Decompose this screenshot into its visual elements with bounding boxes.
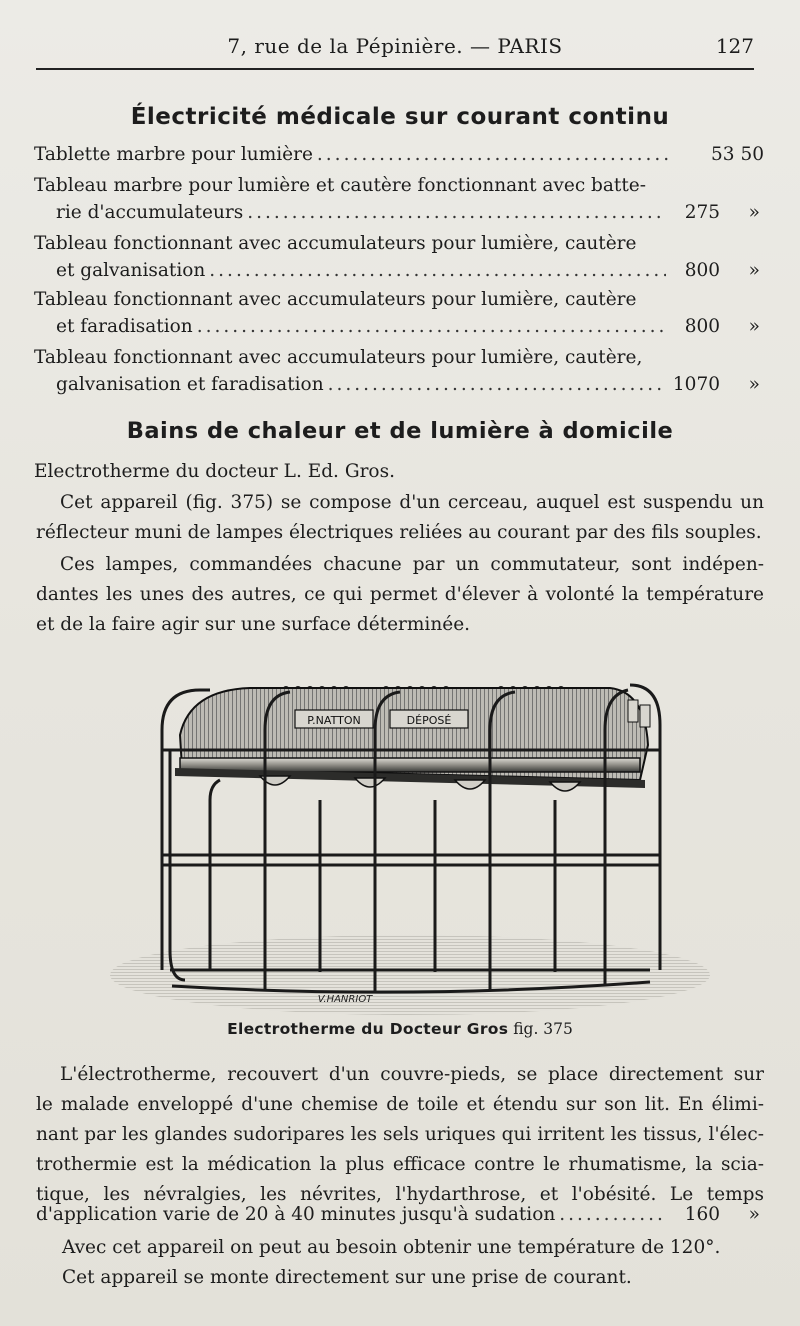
engraver-signature: V.HANRIOT [317, 994, 373, 1005]
entry-price: 53 50 [711, 144, 764, 165]
entry-first-line [34, 286, 764, 314]
entry-unit: » [748, 202, 760, 223]
text-line: Avec cet appareil on peut au besoin obtenir une température de 120°. [62, 1237, 721, 1258]
entry-price: 160 [684, 1204, 720, 1225]
figure-caption [0, 1020, 800, 1038]
entry-first-line [34, 344, 764, 372]
intro-text: Electrotherme du docteur L. Ed. Gros. [34, 461, 395, 482]
caption-fig-number: fig. 375 [513, 1020, 573, 1038]
paragraph-temperature [62, 1234, 764, 1262]
entry-label: et galvanisation [56, 260, 206, 281]
entry-first-line [34, 230, 764, 258]
paragraph-lamps [36, 550, 764, 640]
text-line: le malade enveloppé d'une chemise de toile et étendu sur son lit. En élimi- [36, 1094, 764, 1115]
entry-price: 275 [684, 202, 720, 223]
leader-dots [559, 1204, 666, 1225]
intro-line [34, 458, 764, 486]
text-line: Ces lampes, commandées chacune par un commutateur, sont indépen- [60, 554, 764, 575]
entry-label: d'application varie de 20 à 40 minutes jusqu'à sudation [36, 1204, 556, 1225]
price-entry [56, 202, 764, 230]
section-title-electricite: Électricité médicale sur courant continu [130, 104, 670, 130]
text-line: tique, les névralgies, les névrites, l'hydarthrose, et l'obésité. Le temps [36, 1184, 764, 1205]
leader-dots [328, 374, 666, 395]
text-line: Cet appareil se monte directement sur une prise de courant. [62, 1267, 632, 1288]
paragraph-usage [36, 1060, 764, 1210]
leader-dots [209, 260, 666, 281]
entry-unit: » [748, 316, 760, 337]
entry-first-line [34, 172, 764, 200]
page-header [36, 30, 754, 70]
price-entry [56, 374, 764, 402]
entry-label: Tablette marbre pour lumière [34, 144, 313, 165]
entry-label: Tableau fonctionnant avec accumulateurs pour lumière, cautère, [34, 347, 643, 368]
section-title-bains: Bains de chaleur et de lumière à domicile [126, 418, 674, 444]
text-line: trothermie est la médication la plus efficace contre le rhumatisme, la scia- [36, 1154, 764, 1175]
text-line: réflecteur muni de lampes électriques reliées au courant par des fils souples. [36, 522, 762, 543]
price-entry [36, 1204, 764, 1232]
entry-unit: » [748, 1204, 760, 1225]
entry-label: Tableau fonctionnant avec accumulateurs pour lumière, cautère [34, 289, 637, 310]
plate-text-left: P.NATTON [307, 714, 361, 727]
entry-price: 1070 [672, 374, 720, 395]
price-entry [34, 144, 764, 172]
electrotherme-illustration [100, 650, 720, 1020]
text-line: Cet appareil (fig. 375) se compose d'un cerceau, auquel est suspendu un [60, 492, 764, 513]
entry-label: Tableau marbre pour lumière et cautère fonctionnant avec batte- [34, 175, 646, 196]
price-entry [56, 260, 764, 288]
entry-label: galvanisation et faradisation [56, 374, 324, 395]
text-line: L'électrotherme, recouvert d'un couvre-pieds, se place directement sur [60, 1064, 764, 1085]
entry-label: rie d'accumulateurs [56, 202, 244, 223]
price-entry [56, 316, 764, 344]
leader-dots [197, 316, 666, 337]
leader-dots [317, 144, 670, 165]
entry-label: Tableau fonctionnant avec accumulateurs pour lumière, cautère [34, 233, 637, 254]
entry-label: et faradisation [56, 316, 193, 337]
text-line: et de la faire agir sur une surface déterminée. [36, 614, 471, 635]
paragraph-description [36, 488, 764, 548]
text-line: dantes les unes des autres, ce qui permet d'élever à volonté la température [36, 584, 764, 605]
entry-unit: » [748, 260, 760, 281]
plate-text-right: DÉPOSÉ [406, 714, 452, 727]
entry-price: 800 [684, 316, 720, 337]
caption-title: Electrotherme du Docteur Gros [227, 1020, 509, 1038]
paragraph-mounting [62, 1264, 764, 1292]
leader-dots [247, 202, 666, 223]
text-line: nant par les glandes sudoripares les sels uriques qui irritent les tissus, l'élec- [36, 1124, 764, 1145]
page-number: 127 [715, 34, 754, 58]
running-head: 7, rue de la Pépinière. — PARIS [227, 34, 563, 58]
entry-price: 800 [684, 260, 720, 281]
entry-unit: » [748, 374, 760, 395]
